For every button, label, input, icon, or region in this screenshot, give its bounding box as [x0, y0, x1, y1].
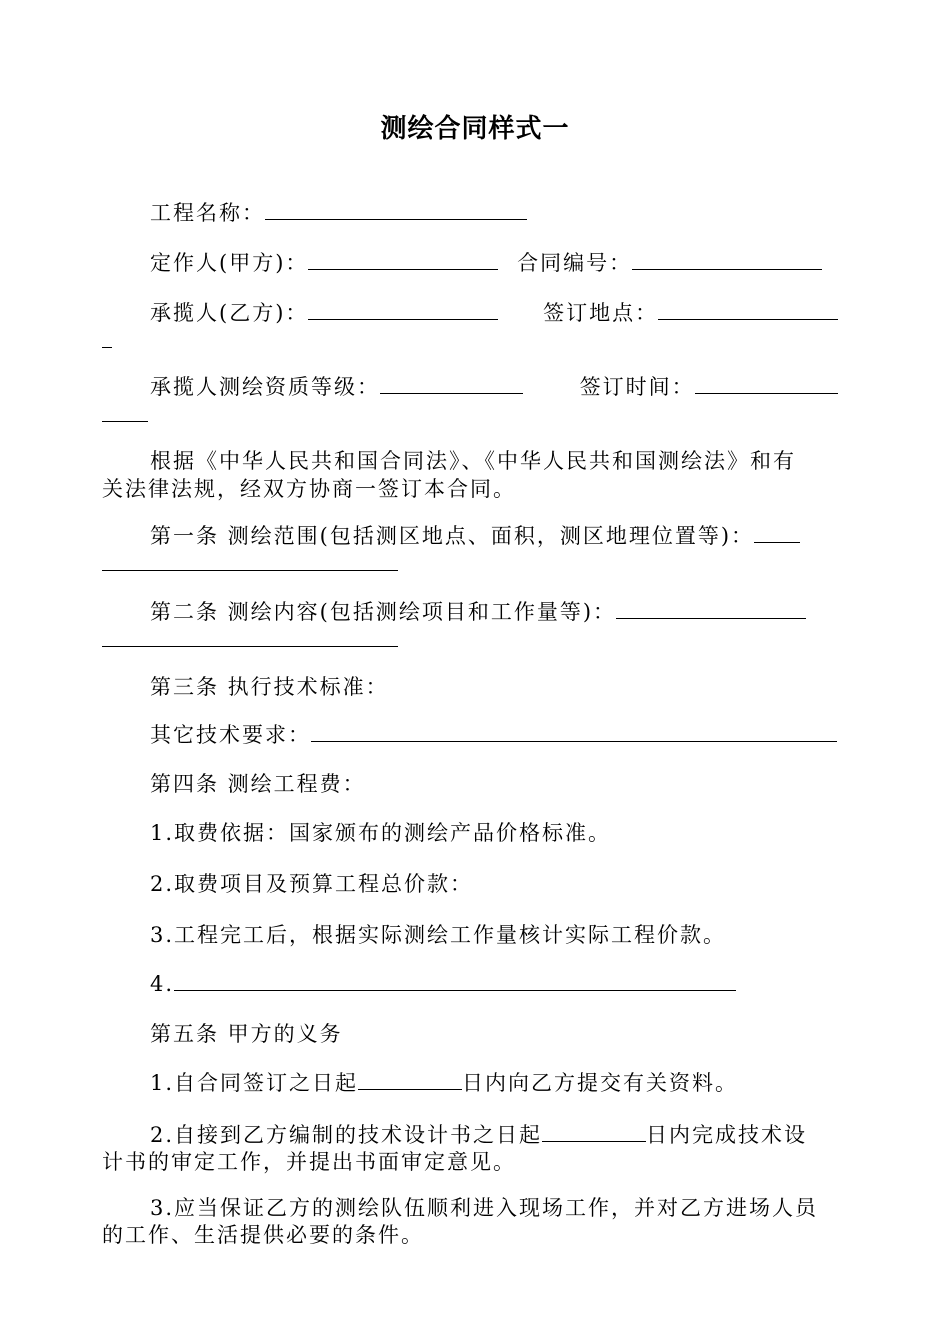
project-name-blank: [265, 199, 527, 220]
contractor-blank: [308, 299, 498, 320]
article1-row: [102, 521, 900, 551]
sign-time-label: 签订时间：: [579, 375, 695, 399]
sign-place-blank-cont: [102, 326, 852, 356]
fee-item-2: 2.取费项目及预算工程总价款：: [150, 872, 474, 896]
qualification-row: [102, 372, 900, 402]
duty-1-pre: 1.自合同签订之日起: [150, 1071, 359, 1095]
duty-3-line1: 3.应当保证乙方的测绘队伍顺利进入现场工作，并对乙方进场人员: [150, 1196, 819, 1220]
article1-blank-cont: [102, 549, 852, 579]
project-name-label: 工程名称：: [150, 201, 265, 225]
client-label: 定作人(甲方)：: [150, 251, 309, 275]
client-blank: [308, 249, 498, 270]
contractor-label: 承揽人(乙方)：: [150, 301, 309, 325]
contractor-row: [102, 298, 900, 328]
qualification-label: 承揽人测绘资质等级：: [150, 375, 380, 399]
duty-2-pre: 2.自接到乙方编制的技术设计书之日起: [150, 1123, 543, 1147]
preamble-line2: 关法律法规，经双方协商一签订本合同。: [102, 477, 516, 501]
sign-place-blank: [658, 299, 838, 320]
duty-2-post: 日内完成技术设: [646, 1123, 808, 1147]
qualification-blank: [380, 373, 523, 394]
duty-1-row: [102, 1068, 900, 1098]
sign-time-blank-cont: [102, 400, 852, 430]
other-req-blank: [311, 721, 837, 742]
contract-no-label: 合同编号：: [517, 251, 633, 275]
duty-2-row: [102, 1120, 900, 1150]
fee-item-4-blank: [174, 970, 736, 991]
other-req-label: 其它技术要求：: [150, 723, 311, 747]
duty-1-blank: [358, 1069, 462, 1090]
sign-place-label: 签订地点：: [543, 301, 659, 325]
article1-blank: [754, 522, 800, 543]
project-name-row: [102, 198, 900, 228]
fee-item-4-row: [102, 969, 900, 999]
fee-item-4-label: 4.: [150, 972, 175, 996]
article2-blank-cont: [102, 625, 852, 655]
contract-no-blank: [632, 249, 822, 270]
article1-label: 第一条 测绘范围(包括测区地点、面积，测区地理位置等)：: [150, 524, 755, 548]
duty-1-post: 日内向乙方提交有关资料。: [462, 1071, 739, 1095]
duty-2-blank: [542, 1121, 646, 1142]
fee-item-1: 1.取费依据：国家颁布的测绘产品价格标准。: [150, 821, 612, 845]
duty-3-line2: 的工作、生活提供必要的条件。: [102, 1223, 424, 1247]
other-req-row: [102, 720, 900, 750]
fee-item-3: 3.工程完工后，根据实际测绘工作量核计实际工程价款。: [150, 923, 727, 947]
article5: 第五条 甲方的义务: [150, 1022, 343, 1046]
article2-row: [102, 597, 900, 627]
preamble-line1: 根据《中华人民共和国合同法》、《中华人民共和国测绘法》和有: [150, 449, 796, 473]
client-row: [102, 248, 900, 278]
article3: 第三条 执行技术标准：: [150, 675, 389, 699]
sign-time-blank: [695, 373, 838, 394]
duty-2-line2: 计书的审定工作，并提出书面审定意见。: [102, 1150, 516, 1174]
article4: 第四条 测绘工程费：: [150, 772, 366, 796]
article2-label: 第二条 测绘内容(包括测绘项目和工作量等)：: [150, 600, 617, 624]
article2-blank: [616, 598, 806, 619]
document-title: 测绘合同样式一: [380, 114, 570, 144]
